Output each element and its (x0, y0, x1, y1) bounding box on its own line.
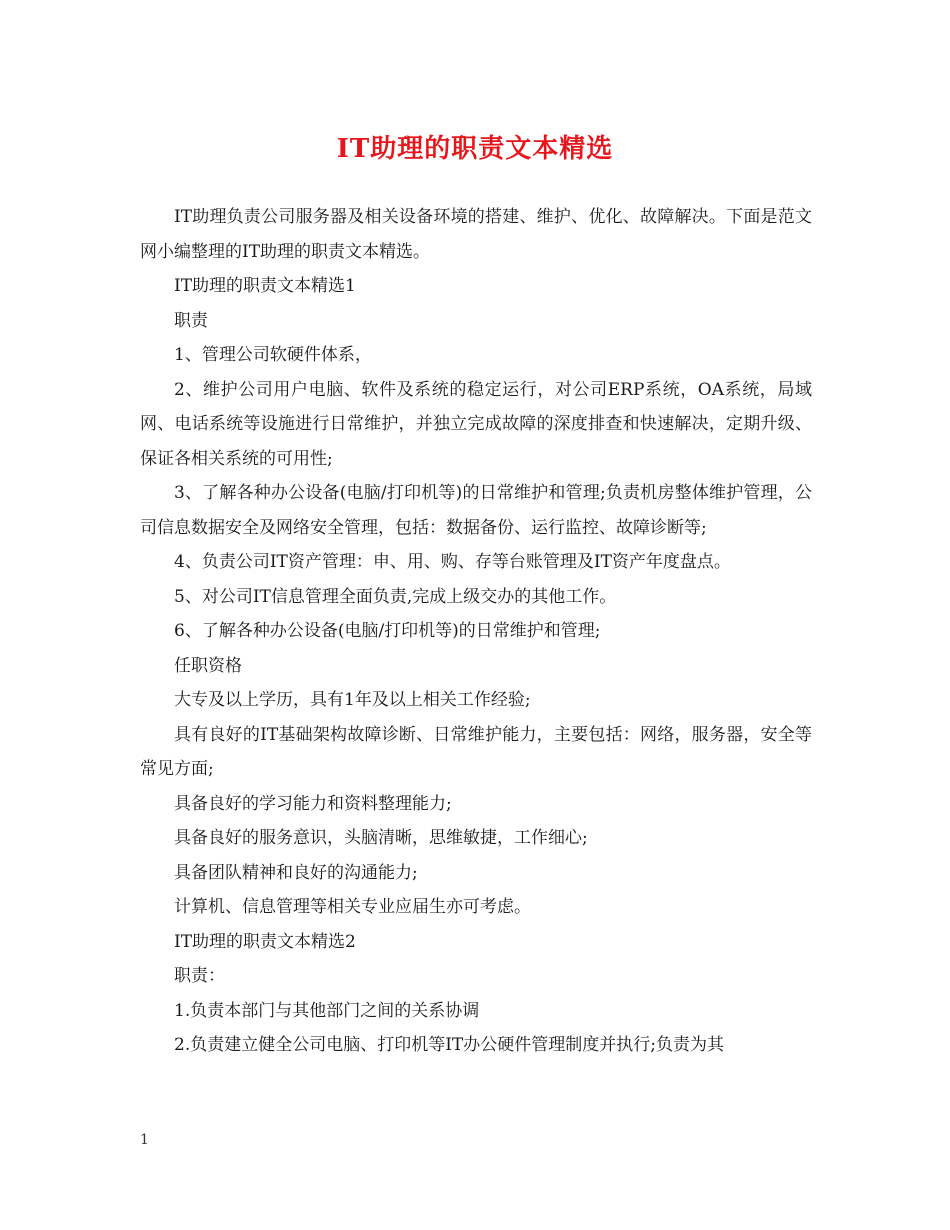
duty-item-2: 2、维护公司用户电脑、软件及系统的稳定运行，对公司ERP系统，OA系统，局域网、电话系统等设施进行日常维护，并独立完成故障的深度排查和快速解决，定期升级、保证各相关系统的可用性; (140, 379, 812, 469)
qualification-item: 具备团队精神和良好的沟通能力; (174, 862, 418, 883)
section-heading-2: IT助理的职责文本精选2 (174, 931, 356, 952)
section-heading-1: IT助理的职责文本精选1 (174, 276, 356, 296)
document-title: IT助理的职责文本精选 (336, 134, 614, 164)
document-body (140, 200, 812, 1063)
qualification-item: 具备良好的服务意识，头脑清晰，思维敏捷，工作细心; (174, 828, 588, 848)
duty-item-1: 1、管理公司软硬件体系， (174, 345, 372, 365)
subheading-duties: 职责 (174, 310, 208, 331)
qualification-item: 具有良好的IT基础架构故障诊断、日常维护能力，主要包括：网络，服务器，安全等常见方面; (140, 724, 812, 779)
duty-item-6: 6、了解各种办公设备(电脑/打印机等)的日常维护和管理; (174, 621, 601, 641)
duty-item-3: 3、了解各种办公设备(电脑/打印机等)的日常维护和管理;负责机房整体维护管理，公司信息数据安全及网络安全管理，包括：数据备份、运行监控、故障诊断等; (140, 483, 812, 538)
duty-item-5: 5、对公司IT信息管理全面负责,完成上级交办的其他工作。 (174, 586, 617, 607)
duty-item-2-1: 1.负责本部门与其他部门之间的关系协调 (174, 1000, 480, 1021)
page-number: 1 (140, 1132, 149, 1148)
qualification-item: 大专及以上学历，具有1年及以上相关工作经验; (174, 690, 531, 710)
qualification-item: 计算机、信息管理等相关专业应届生亦可考虑。 (174, 897, 531, 917)
qualification-item: 具备良好的学习能力和资料整理能力; (174, 793, 452, 814)
subheading-qualifications: 任职资格 (174, 655, 242, 676)
duty-item-2-2: 2.负责建立健全公司电脑、打印机等IT办公硬件管理制度并执行;负责为其 (174, 1035, 725, 1055)
paragraph-intro: IT助理负责公司服务器及相关设备环境的搭建、维护、优化、故障解决。下面是范文网小编整理的IT助理的职责文本精选。 (140, 207, 812, 262)
subheading-duties-2: 职责： (174, 966, 225, 986)
duty-item-4: 4、负责公司IT资产管理：申、用、购、存等台账管理及IT资产年度盘点。 (174, 552, 731, 572)
